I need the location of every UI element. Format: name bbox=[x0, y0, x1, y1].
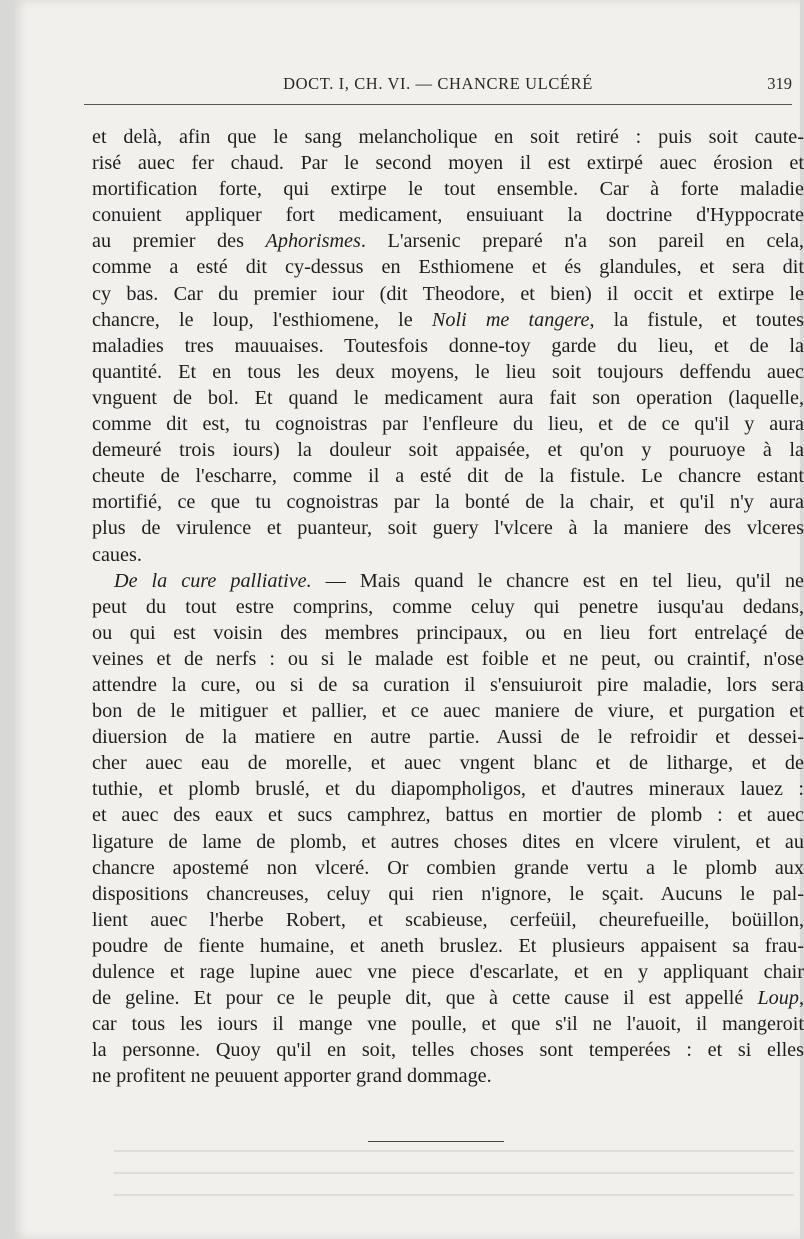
text-line: ne profitent ne peuuent apporter grand dommage. bbox=[92, 1065, 492, 1088]
text-line: chancre apostemé non vlceré. Or combien grande vertu a le plomb aux bbox=[92, 856, 804, 879]
text-line: dispositions chancreuses, celuy qui rien n'ignore, le sçait. Aucuns le pal- bbox=[92, 882, 804, 905]
text-line: comme dit est, tu cognoistras par l'enfleure du lieu, et de ce qu'il y aura bbox=[92, 413, 804, 436]
text-line: et auec des eaux et sucs camphrez, battus en mortier de plomb : et auec bbox=[92, 804, 804, 827]
show-through-texture bbox=[114, 1150, 794, 1210]
text-line: cy bas. Car du premier iour (dit Theodore, et bien) il occit et extirpe le bbox=[92, 282, 804, 305]
text-line: poudre de fiente humaine, et aneth bruslez. Et plusieurs appaisent sa frau- bbox=[92, 934, 804, 957]
book-page bbox=[14, 0, 804, 1239]
text-line: diuersion de la matiere en autre partie. Aussi de le refroidir et dessei- bbox=[92, 726, 804, 749]
text-line: de geline. Et pour ce le peuple dit, que à cette cause il est appellé Loup, bbox=[92, 987, 804, 1010]
body-text bbox=[92, 124, 804, 1089]
page-number: 319 bbox=[767, 74, 792, 93]
text-line: ou qui est voisin des membres principaux, ou en lieu fort entrelaçé de bbox=[92, 621, 804, 644]
section-heading-cure-palliative: De la cure palliative. bbox=[114, 569, 312, 592]
text-line: plus de virulence et puanteur, soit guery l'vlcere à la maniere des vlceres bbox=[92, 517, 804, 540]
text-line: risé auec fer chaud. Par le second moyen il est extirpé auec érosion et bbox=[92, 152, 804, 175]
text-line: ligature de lame de plomb, et autres choses dites en vlcere virulent, et au bbox=[92, 830, 804, 853]
paragraph-2 bbox=[92, 568, 804, 1090]
text-line: bon de le mitiguer et pallier, et ce auec maniere de viure, et purgation et bbox=[92, 700, 804, 723]
text-line: cher auec eau de morelle, et auec vngent blanc et de litharge, et de bbox=[92, 752, 804, 775]
work-title-aphorismes: Aphorismes bbox=[265, 230, 361, 253]
text-line: tuthie, et plomb bruslé, et du diapompholigos, et d'autres mineraux lauez : bbox=[92, 778, 804, 801]
text-line: dulence et rage lupine auec vne piece d'escarlate, et en y appliquant chair bbox=[92, 961, 804, 983]
running-title: DOCT. I, CH. VI. — CHANCRE ULCÉRÉ bbox=[283, 74, 593, 93]
text-line: comme a esté dit cy-dessus en Esthiomene et és glandules, et sera dit bbox=[92, 256, 804, 279]
text-line: et delà, afin que le sang melancholique en soit retiré : puis soit caute- bbox=[92, 126, 804, 148]
page-header bbox=[84, 74, 792, 100]
text-line: De la cure palliative. — Mais quand le chancre est en tel lieu, qu'il ne bbox=[114, 569, 804, 592]
text-line: lient auec l'herbe Robert, et scabieuse, cerfeüil, cheurefueille, boüillon, bbox=[92, 908, 804, 931]
text-line: mortification forte, qui extirpe le tout ensemble. Car à forte maladie bbox=[92, 178, 804, 201]
text-line: demeuré trois iours) la douleur soit appaisée, et qu'on y pouruoye à la bbox=[92, 439, 804, 462]
text-line: vnguent de bol. Et quand le medicament aura fait son operation (laquelle, bbox=[92, 386, 804, 409]
text-line: maladies tres mauuaises. Toutesfois donne-toy garde du lieu, et de la bbox=[92, 334, 804, 357]
section-end-rule bbox=[368, 1141, 504, 1142]
text-line: caues. bbox=[92, 543, 142, 566]
text-line: peut du tout estre comprins, comme celuy qui penetre iusqu'au dedans, bbox=[92, 595, 804, 618]
term-noli-me-tangere: Noli me tangere bbox=[431, 308, 590, 331]
text-line: attendre la cure, ou si de sa curation il s'ensuiuroit pire maladie, lors sera bbox=[92, 673, 804, 696]
term-loup: Loup bbox=[757, 987, 799, 1010]
paragraph-1 bbox=[92, 124, 804, 568]
text-line: au premier des Aphorismes. L'arsenic preparé n'a son pareil en cela, bbox=[92, 230, 804, 253]
text-line: conuient appliquer fort medicament, ensuiuant la doctrine d'Hyppocrate bbox=[92, 204, 804, 227]
text-line: quantité. Et en tous les deux moyens, le lieu soit toujours deffendu auec bbox=[92, 360, 804, 383]
text-line: car tous les iours il mange vne poulle, et que s'il ne l'auoit, il mangeroit bbox=[92, 1013, 804, 1036]
text-line: veines et de nerfs : ou si le malade est foible et ne peut, ou craintif, n'ose bbox=[92, 647, 804, 670]
text-line: cheute de l'escharre, comme il a esté dit de la fistule. Le chancre estant bbox=[92, 465, 804, 488]
text-line: mortifié, ce que tu cognoistras par la bonté de la chair, et qu'il n'y aura bbox=[92, 491, 804, 514]
text-line: la personne. Quoy qu'il en soit, telles choses sont temperées : et si elles bbox=[92, 1039, 804, 1062]
header-rule bbox=[84, 104, 792, 105]
text-line: chancre, le loup, l'esthiomene, le Noli me tangere, la fistule, et toutes bbox=[92, 308, 804, 331]
